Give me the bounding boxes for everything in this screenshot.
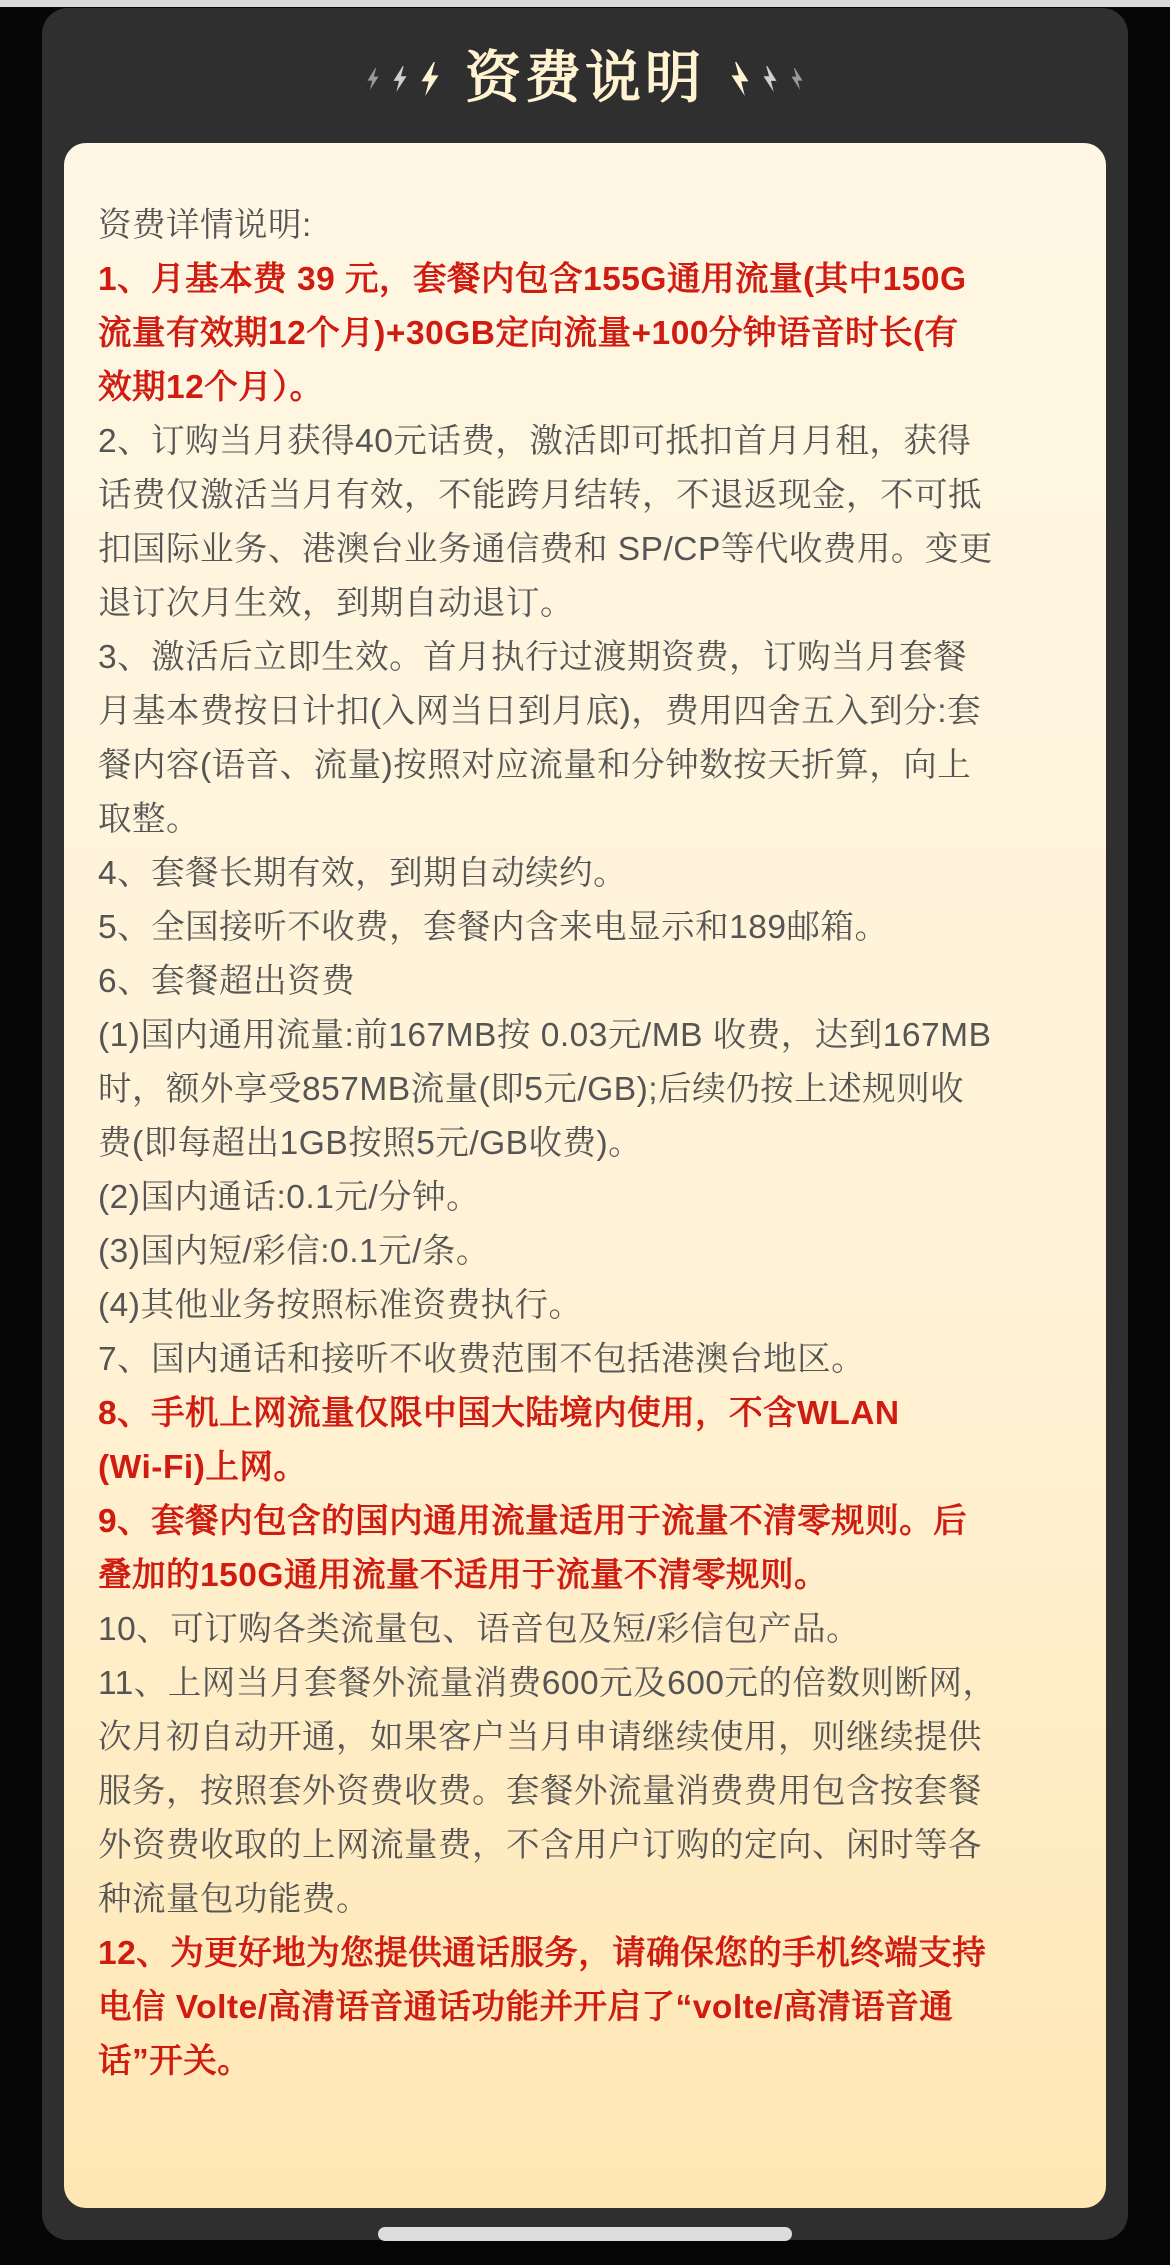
- text-line: 10、可订购各类流量包、语音包及短/彩信包产品。: [98, 1611, 861, 1648]
- text-line: 次月初自动开通，如果客户当月申请继续使用，则继续提供: [98, 1719, 982, 1756]
- text-line: (4)其他业务按照标准资费执行。: [98, 1287, 583, 1324]
- text-line: 2、订购当月获得40元话费，激活即可抵扣首月月租，获得: [98, 423, 972, 460]
- text-line: 11、上网当月套餐外流量消费600元及600元的倍数则断网，: [98, 1665, 997, 1702]
- lightning-bolt-icon: [389, 66, 411, 92]
- highlighted-text-line: 叠加的150G通用流量不适用于流量不清零规则。: [98, 1557, 828, 1594]
- text-line: 4、套餐长期有效，到期自动续约。: [98, 855, 628, 892]
- text-line: 3、激活后立即生效。首月执行过渡期资费，订购当月套餐: [98, 639, 968, 676]
- text-line: 取整。: [98, 801, 200, 838]
- panel-header: [42, 8, 1128, 150]
- page-title: 资费说明: [465, 46, 705, 111]
- highlighted-text-line: 12、为更好地为您提供通话服务，请确保您的手机终端支持: [98, 1935, 987, 1972]
- lightning-bolt-icon: [787, 68, 807, 90]
- text-line: 7、国内通话和接听不收费范围不包括港澳台地区。: [98, 1341, 866, 1378]
- lightning-bolt-icon: [759, 66, 781, 92]
- tariff-details-card: [64, 143, 1106, 2208]
- text-line: 5、全国接听不收费，套餐内含来电显示和189邮箱。: [98, 909, 889, 946]
- text-line: (1)国内通用流量:前167MB按 0.03元/MB 收费，达到167MB: [98, 1017, 992, 1054]
- text-line: 月基本费按日计扣(入网当日到月底)，费用四舍五入到分:套: [98, 693, 982, 730]
- lightning-bolt-icon: [417, 62, 443, 96]
- tariff-panel: [42, 8, 1128, 2240]
- text-line: 退订次月生效，到期自动退订。: [98, 585, 574, 622]
- highlighted-text-line: 1、月基本费 39 元，套餐内包含155G通用流量(其中150G: [98, 261, 967, 298]
- text-line: 扣国际业务、港澳台业务通信费和 SP/CP等代收费用。变更: [98, 531, 993, 568]
- highlighted-text-line: 电信 Volte/高清语音通话功能并开启了“volte/高清语音通: [98, 1989, 954, 2026]
- highlighted-text-line: 效期12个月）。: [98, 369, 324, 406]
- text-line: (3)国内短/彩信:0.1元/条。: [98, 1233, 490, 1270]
- text-line: 种流量包功能费。: [98, 1881, 370, 1918]
- highlighted-text-line: 话”开关。: [98, 2043, 252, 2080]
- text-line: 餐内容(语音、流量)按照对应流量和分钟数按天折算，向上: [98, 747, 972, 784]
- right-bolt-group: [727, 62, 807, 96]
- text-line: (2)国内通话:0.1元/分钟。: [98, 1179, 481, 1216]
- lightning-bolt-icon: [727, 62, 753, 96]
- home-indicator[interactable]: [378, 2227, 792, 2241]
- highlighted-text-line: 流量有效期12个月)+30GB定向流量+100分钟语音时长(有: [98, 315, 959, 352]
- highlighted-text-line: (Wi-Fi)上网。: [98, 1449, 308, 1486]
- text-line: 时，额外享受857MB流量(即5元/GB);后续仍按上述规则收: [98, 1071, 965, 1108]
- text-line: 6、套餐超出资费: [98, 963, 356, 1000]
- highlighted-text-line: 9、套餐内包含的国内通用流量适用于流量不清零规则。后: [98, 1503, 968, 1540]
- text-line: 费(即每超出1GB按照5元/GB收费)。: [98, 1125, 643, 1162]
- text-line: 话费仅激活当月有效，不能跨月结转，不退返现金，不可抵: [98, 477, 982, 514]
- lightning-bolt-icon: [363, 68, 383, 90]
- text-line: 外资费收取的上网流量费，不含用户订购的定向、闲时等各: [98, 1827, 982, 1864]
- highlighted-text-line: 8、手机上网流量仅限中国大陆境内使用，不含WLAN: [98, 1395, 900, 1432]
- left-bolt-group: [363, 62, 443, 96]
- status-bar-strip: [0, 0, 1170, 7]
- text-line: 资费详情说明:: [98, 207, 312, 244]
- text-line: 服务，按照套外资费收费。套餐外流量消费费用包含按套餐: [98, 1773, 982, 1810]
